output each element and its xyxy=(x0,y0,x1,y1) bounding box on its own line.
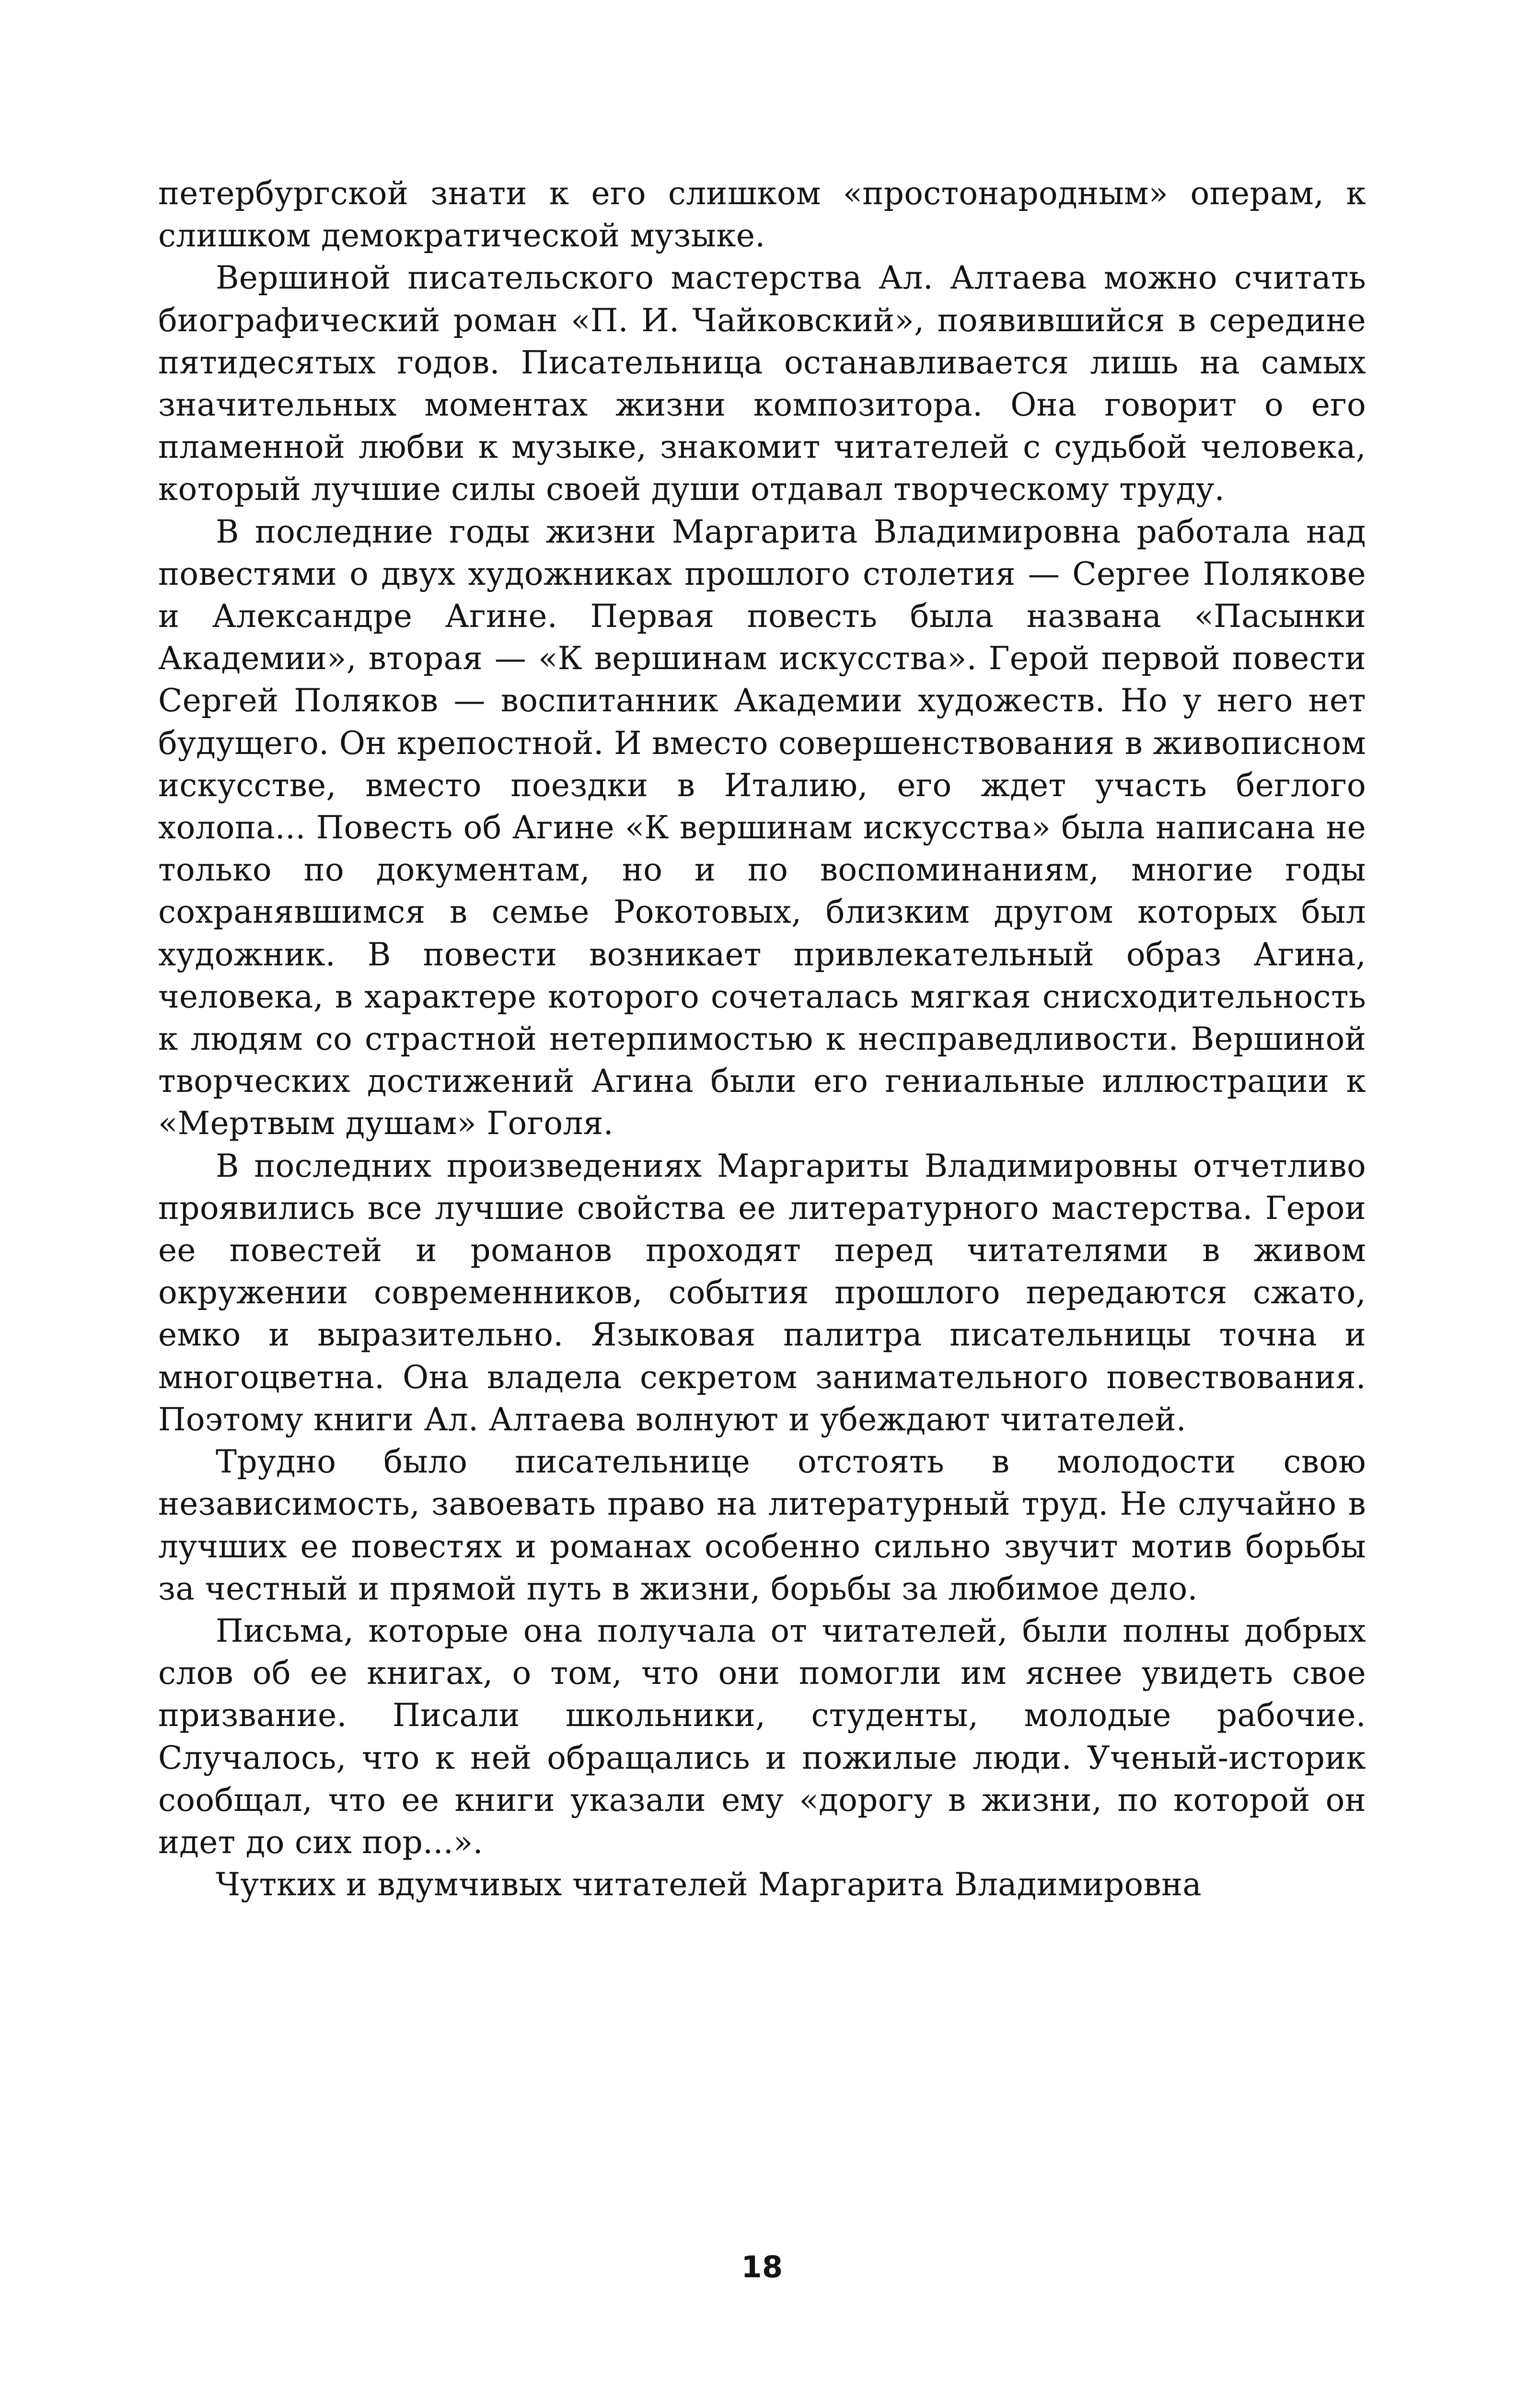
paragraph-readers: Чутких и вдумчивых читателей Маргарита Владимировна xyxy=(216,1866,1202,1903)
paragraph-independence: Трудно было писательнице отстоять в молодости свою независимость, завоевать право на литературный труд. Не случайно в лучших ее повестях и романах особенно сильно звучит мотив борьбы за честный и прямой путь в жизни, борьбы за любимое дело. xyxy=(158,1443,1366,1607)
paragraph-letters: Письма, которые она получала от читателей, были полны добрых слов об ее книгах, о том, что они помогли им яснее увидеть свое призвание. Писали школьники, студенты, молодые рабочие. Случалось, что к ней обращались и пожилые люди. Ученый-историк сообщал, что ее книги указали ему «дорогу в жизни, по которой он идет до сих пор...». xyxy=(158,1612,1366,1861)
book-page xyxy=(158,173,1366,2282)
paragraph-last-years: В последние годы жизни Маргарита Владимировна работала над повестями о двух художниках прошлого столетия — Сергее Полякове и Александре Агине. Первая повесть была названа «Пасынки Академии», вторая — «К вершинам искусства». Герой первой повести Сергей Поляков — воспитанник Академии художеств. Но у него нет будущего. Он крепостной. И вместо совершенствования в живописном искусстве, вместо поездки в Италию, его ждет участь беглого холопа... Повесть об Агине «К вершинам искусства» была написана не только по документам, но и по воспоминаниям, многие годы сохранявшимся в семье Рокотовых, близким другом которых был художник. В повести возникает привлекательный образ Агина, человека, в характере которого сочеталась мягкая снисходительность к людям со страстной нетерпимостью к несправедливости. Вершиной творческих достижений Агина были его гениальные иллюстрации к «Мертвым душам» Гоголя. xyxy=(158,513,1366,1142)
paragraph-biographical-novel: Вершиной писательского мастерства Ал. Алтаева можно считать биографический роман «П. И. Чайковский», появившийся в середине пятидесятых годов. Писательница останавливается лишь на самых значительных моментах жизни композитора. Она говорит о его пламенной любви к музыке, знакомит читателей с судьбой человека, который лучшие силы своей души отдавал творческому труду. xyxy=(158,259,1366,508)
paragraph-continuation: петербургской знати к его слишком «простонародным» операм, к слишком демократической музыке. xyxy=(158,175,1366,255)
page-number: 18 xyxy=(741,2249,783,2284)
paragraph-last-works: В последних произведениях Маргариты Владимировны отчетливо проявились все лучшие свойства ее литературного мастерства. Герои ее повестей и романов проходят перед читателями в живом окружении современников, события прошлого передаются сжато, емко и выразительно. Языковая палитра писательницы точна и многоцветна. Она владела секретом занимательного повествования. Поэтому книги Ал. Алтаева волнуют и убеждают читателей. xyxy=(158,1147,1366,1438)
